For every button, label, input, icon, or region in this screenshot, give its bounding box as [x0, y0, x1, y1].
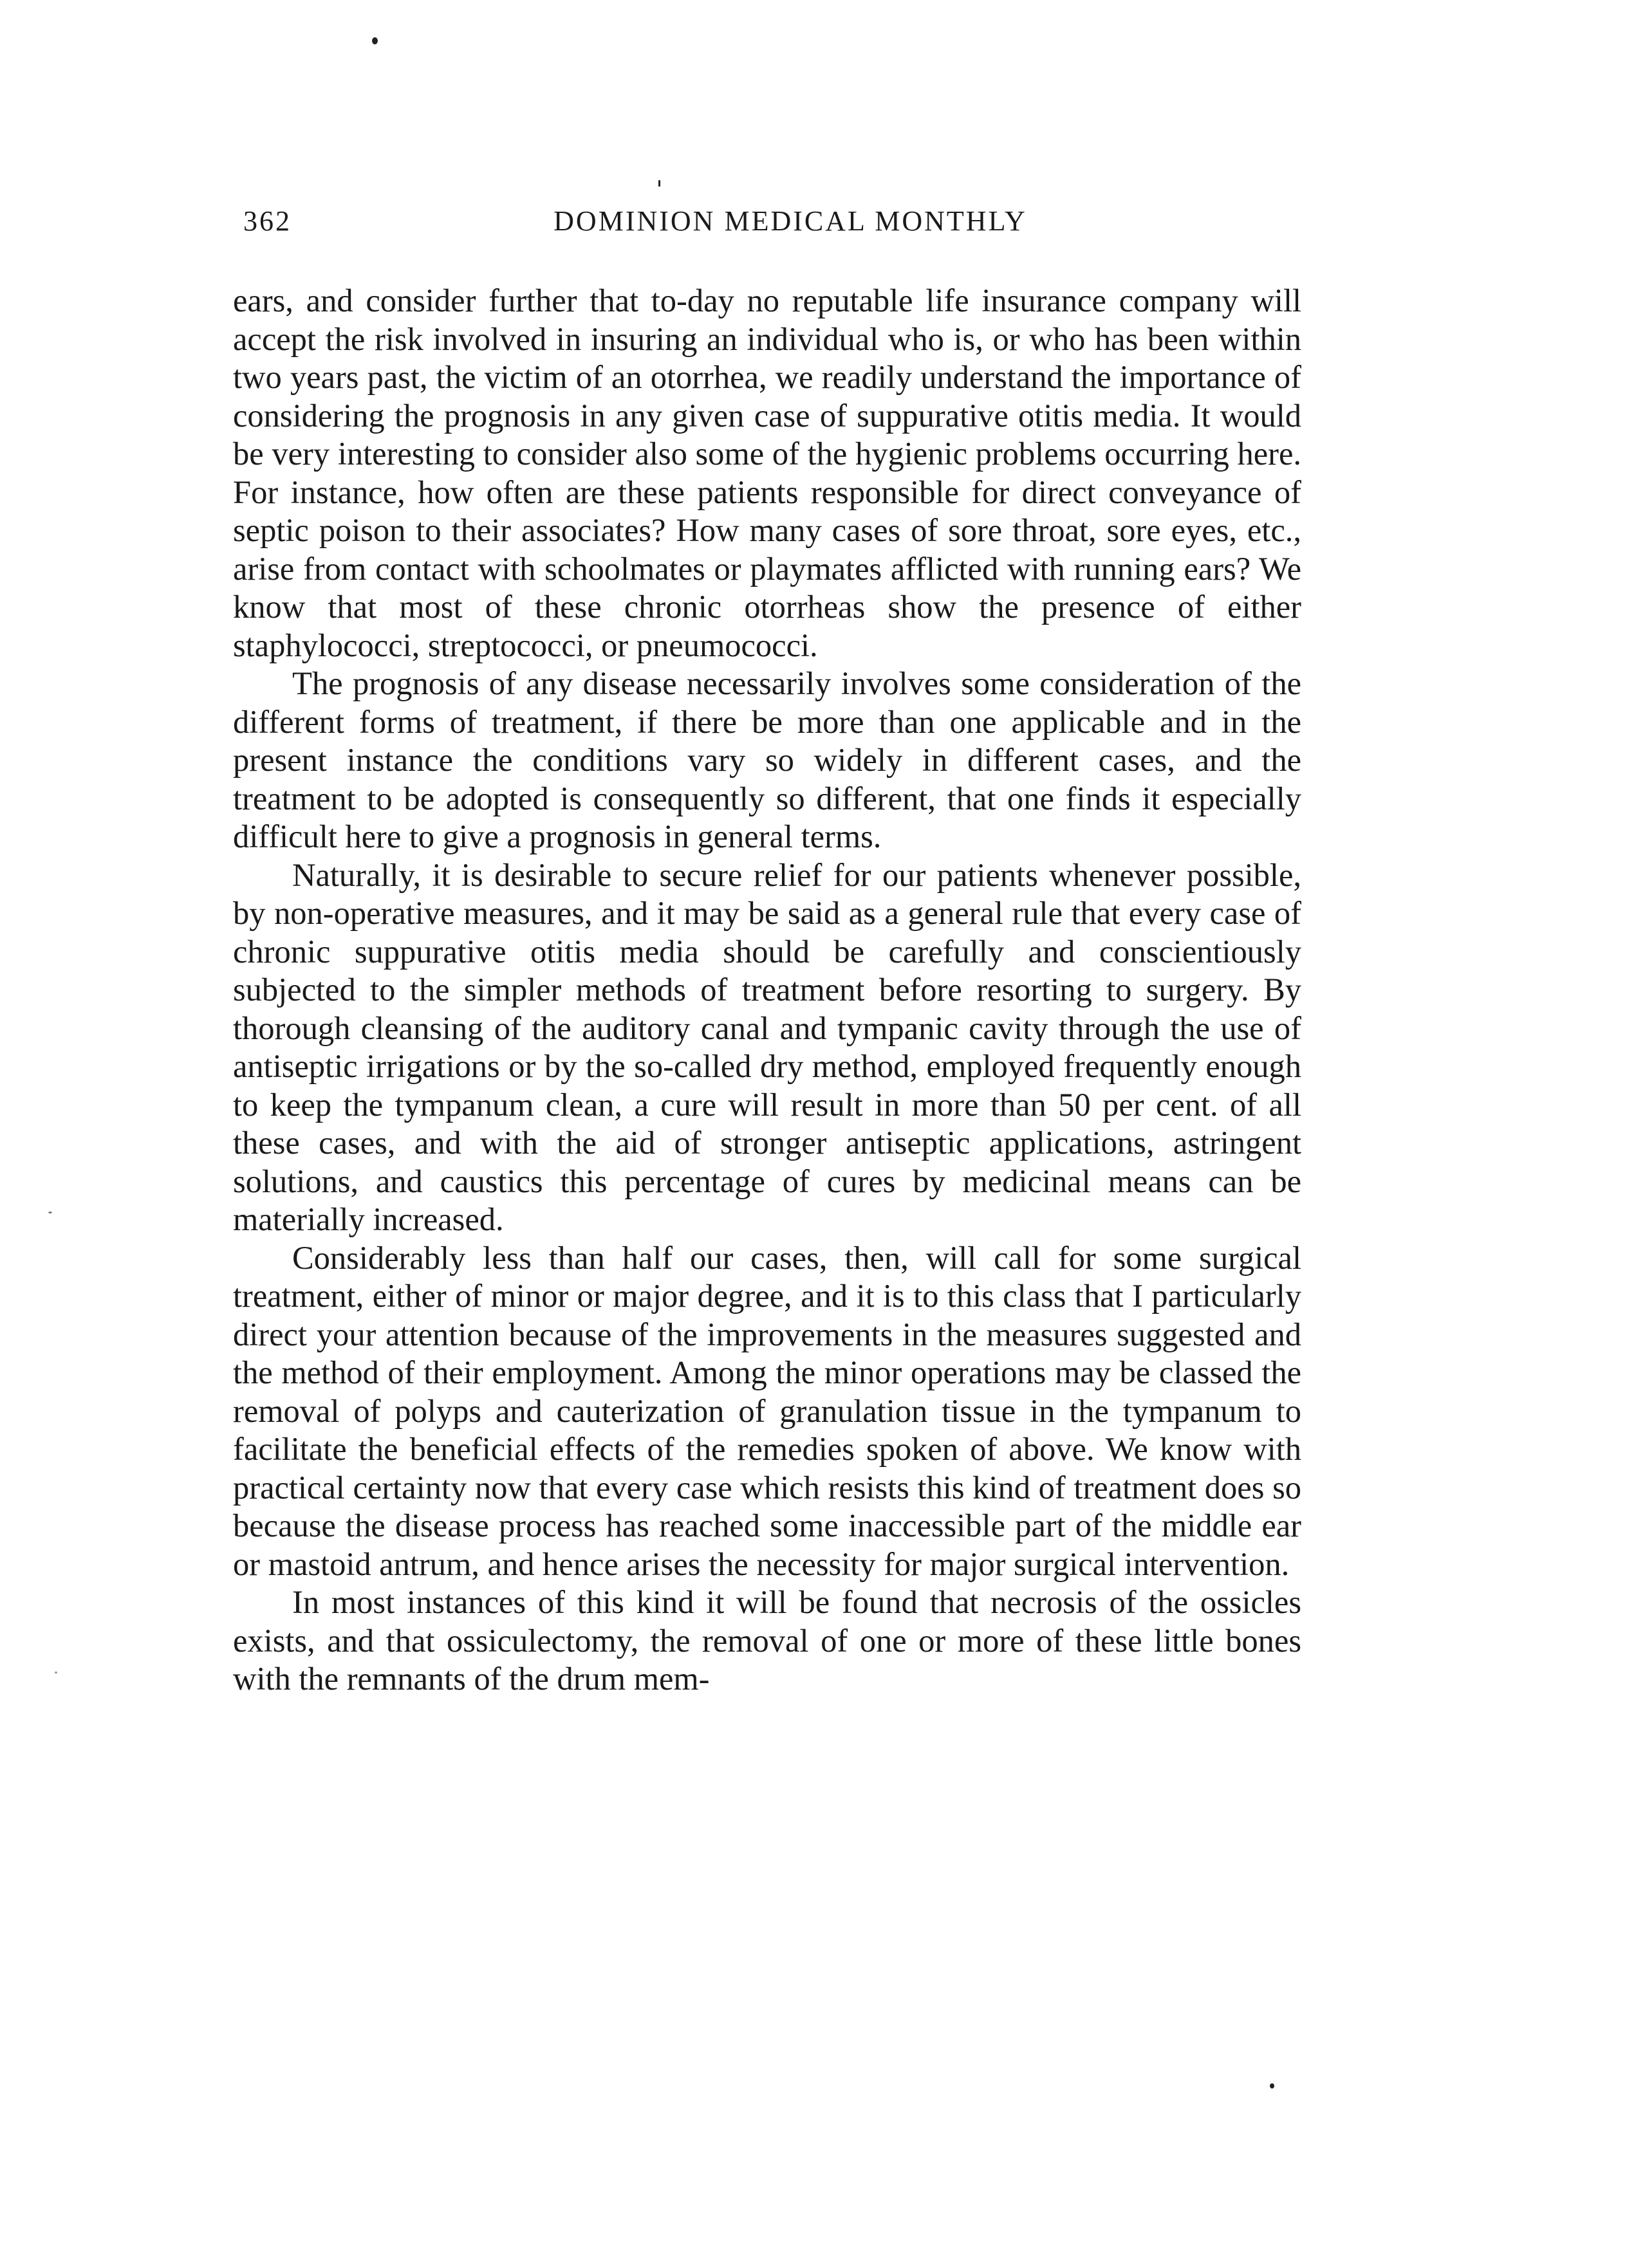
running-head — [243, 205, 1299, 256]
page-number: 362 — [243, 205, 292, 237]
scan-speck — [658, 180, 660, 187]
journal-title: DOMINION MEDICAL MONTHLY — [553, 205, 1027, 237]
scan-speck — [372, 37, 378, 44]
paragraph-3: Naturally, it is desirable to secure relief for our patients whenever possible, by non-operative measures, and it may be said as a general rule that every case of chronic suppurative otitis media should be carefully and conscientiously subjected to the simpler methods of treatment before resorting to surgery. By thorough cleansing of the auditory canal and tympanic cavity through the use of antiseptic irrigations or by the so-called dry method, employed frequently enough to keep the tympanum clean, a cure will result in more than 50 per cent. of all these cases, and with the aid of stronger antiseptic applications, astringent solutions, and caustics this percentage of cures by medicinal means can be materially increased. — [233, 856, 1301, 1237]
scan-speck — [55, 1672, 57, 1673]
scan-speck — [1270, 2083, 1274, 2088]
article-body — [233, 282, 1301, 1699]
paragraph-2: The prognosis of any disease necessarily involves some consideration of the different forms of treatment, if there be more than one applicable and in the present instance the conditions vary so widely in different cases, and the treatment to be adopted is consequently so different, that one finds it especially difficult here to give a prognosis in general terms. — [233, 665, 1301, 854]
paragraph-4: Considerably less than half our cases, then, will call for some surgical treatment, either of minor or major degree, and it is to this class that I particularly direct your attention because of the improvements in the measures suggested and the method of their employment. Among the minor operations may be classed the removal of polyps and cauterization of granulation tissue in the tympanum to facilitate the beneficial effects of the remedies spoken of above. We know with practical certainty now that every case which resists this kind of treatment does so because the disease process has reached some inaccessible part of the middle ear or mastoid antrum, and hence arises the necessity for major surgical intervention. — [233, 1239, 1301, 1582]
paragraph-5: In most instances of this kind it will be found that necrosis of the ossicles exists, and that ossiculectomy, the removal of one or more of these little bones with the remnants of the drum mem- — [233, 1584, 1301, 1697]
paragraph-1: ears, and consider further that to-day no reputable life insurance company will accept the risk involved in insuring an individual who is, or who has been within two years past, the victim of an otorrhea, we readily understand the importance of considering the prognosis in any given case of suppurative otitis media. It would be very interesting to consider also some of the hygienic problems occurring here. For instance, how often are these patients responsible for direct conveyance of septic poison to their associates? How many cases of sore throat, sore eyes, etc., arise from contact with schoolmates or playmates afflicted with running ears? We know that most of these chronic otorrheas show the presence of either staphylococci, streptococci, or pneumococci. — [233, 282, 1301, 663]
scan-speck — [48, 1212, 52, 1213]
